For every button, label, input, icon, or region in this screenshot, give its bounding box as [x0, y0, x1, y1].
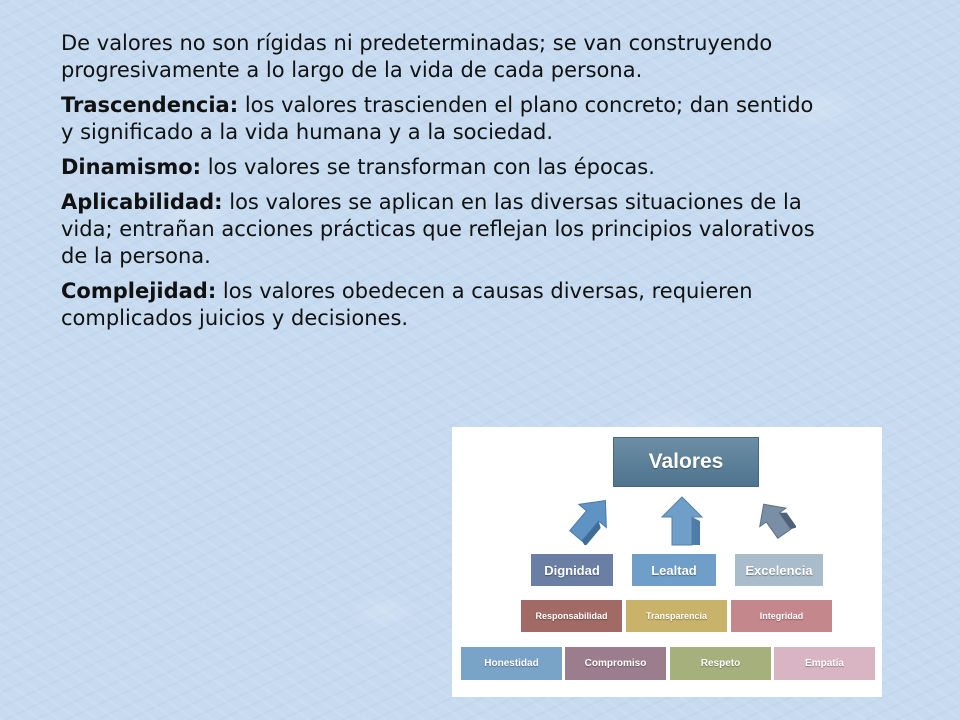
value-box-dignidad: Dignidad — [531, 554, 613, 586]
paragraph-term: Dinamismo: — [61, 155, 202, 179]
arrow-up-left-icon — [564, 493, 616, 545]
paragraph-text: los valores trascienden el plano concreto; dan sentido y significado a la vida humana y a la sociedad. — [61, 93, 814, 144]
value-box-empatia: Empatía — [774, 647, 875, 680]
value-box-lealtad: Lealtad — [632, 554, 716, 586]
values-diagram — [452, 427, 882, 697]
value-box-integridad: Integridad — [731, 600, 832, 632]
value-box-honestidad: Honestidad — [461, 647, 562, 680]
text-content — [61, 30, 821, 340]
paragraph-term: Trascendencia: — [61, 93, 239, 117]
value-box-respeto: Respeto — [670, 647, 771, 680]
arrow-up-icon — [658, 495, 710, 547]
paragraph-text: los valores se aplican en las diversas situaciones de la vida; entrañan acciones prácticas que reflejan los principios valorativos de la persona. — [61, 190, 815, 268]
paragraph-text: los valores obedecen a causas diversas, requieren complicados juicios y decisiones. — [61, 279, 753, 330]
paragraph-trascendencia — [61, 92, 821, 146]
paragraph-intro — [61, 30, 821, 84]
arrow-up-right-icon — [752, 497, 796, 541]
paragraph-term: Aplicabilidad: — [61, 190, 223, 214]
value-box-excelencia: Excelencia — [735, 554, 823, 586]
paragraph-term: Complejidad: — [61, 279, 217, 303]
paragraph-aplicabilidad — [61, 189, 821, 270]
value-box-responsabilidad: Responsabilidad — [521, 600, 622, 632]
value-box-compromiso: Compromiso — [565, 647, 666, 680]
value-box-transparencia: Transparencia — [626, 600, 727, 632]
paragraph-dinamismo — [61, 154, 821, 181]
paragraph-complejidad — [61, 278, 821, 332]
paragraph-text: los valores se transforman con las épocas. — [201, 155, 655, 179]
paragraph-text: De valores no son rígidas ni predeterminadas; se van construyendo progresivamente a lo largo de la vida de cada persona. — [61, 31, 773, 82]
diagram-title: Valores — [613, 437, 759, 487]
